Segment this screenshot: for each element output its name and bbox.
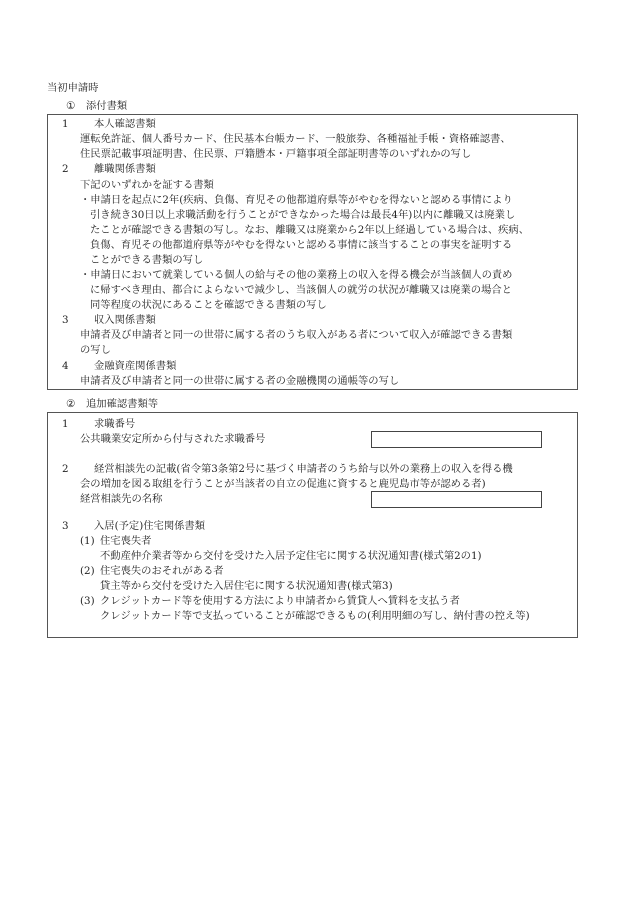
housing-sub-heading: (3) クレジットカード等を使用する方法により申請者から賃貸人へ賃料を支払う者 (80, 595, 460, 607)
item1-heading: 1 本人確認書類 (62, 118, 156, 130)
item3-heading: 3 収入関係書類 (62, 314, 156, 326)
item3-line: 申請者及び申請者と同一の世帯に属する者のうち収入がある者について収入が確認できる書類 (80, 329, 513, 341)
attachments-box (47, 114, 578, 390)
section1-number: ① (66, 100, 76, 112)
item4-line: 申請者及び申請者と同一の世帯に属する者の金融機関の通帳等の写し (80, 375, 400, 387)
consultation-heading-line2: 会の増加を図る取組を行うことが当該者の自立の促進に資すると鹿児島市等が認める者) (80, 478, 486, 490)
item3-line: の写し (80, 344, 111, 356)
item2-intro: 下記のいずれかを証する書類 (80, 179, 214, 191)
item1-line: 運転免許証、個人番号カード、住民基本台帳カード、一般旅券、各種福祉手帳・資格確認書、 (80, 133, 511, 145)
bullet1-line: 引き続き30日以上求職活動を行うことができなかった場合は最長4年)以内に離職又は廃業し (90, 209, 516, 221)
section2-title: 追加確認書類等 (86, 398, 159, 410)
housing-sub-desc: クレジットカード等で支払っていることが確認できるもの(利用明細の写し、納付書の控え等) (100, 610, 530, 622)
section1-title: 添付書類 (86, 100, 128, 112)
bullet1-line: ・申請日を起点に2年(疾病、負傷、育児その他都道府県等がやむを得ないと認める事情により (80, 194, 513, 206)
item2-heading: 2 離職関係書類 (62, 163, 156, 175)
bullet2-line: ・申請日において就業している個人の給与その他の業務上の収入を得る機会が当該個人の責め (80, 269, 513, 281)
bullet2-line: に帰すべき理由、都合によらないで減少し、当該個人の就労の状況が離職又は廃業の場合と (90, 284, 512, 296)
job-number-input[interactable] (371, 431, 542, 448)
bullet1-line: たことが確認できる書類の写し。なお、離職又は廃業から2年以上経過している場合は、疾病、 (90, 224, 530, 236)
consultation-label: 経営相談先の名称 (80, 493, 163, 505)
consultation-heading: 2 経営相談先の記載(省令第3条第2号に基づく申請者のうち給与以外の業務上の収入を得る機 (62, 463, 513, 475)
bullet1-line: ことができる書類の写し (90, 254, 204, 266)
item4-heading: 4 金融資産関係書類 (62, 360, 177, 372)
consultation-name-input[interactable] (371, 491, 542, 508)
housing-sub-heading: (2) 住宅喪失のおそれがある者 (80, 565, 224, 577)
housing-sub-heading: (1) 住宅喪失者 (80, 535, 152, 547)
section1-heading (66, 99, 127, 114)
section2-number: ② (66, 398, 76, 410)
job-number-label: 公共職業安定所から付与された求職番号 (80, 433, 266, 445)
job-number-heading: 1 求職番号 (62, 418, 136, 430)
page-heading: 当初申請時 (47, 82, 99, 94)
bullet1-line: 負傷、育児その他都道府県等がやむを得ないと認める事情に該当することの事実を証明する (90, 239, 513, 251)
item1-line: 住民票記載事項証明書、住民票、戸籍謄本・戸籍事項全部証明書等のいずれかの写し (80, 148, 472, 160)
housing-sub-desc: 貸主等から交付を受けた入居住宅に関する状況通知書(様式第3) (100, 580, 393, 592)
housing-sub-desc: 不動産仲介業者等から交付を受けた入居予定住宅に関する状況通知書(様式第2の1) (100, 550, 482, 562)
additional-docs-box (47, 412, 578, 638)
bullet2-line: 同等程度の状況にあることを確認できる書類の写し (90, 299, 327, 311)
section2-heading (66, 397, 158, 412)
housing-heading: 3 入居(予定)住宅関係書類 (62, 520, 206, 532)
